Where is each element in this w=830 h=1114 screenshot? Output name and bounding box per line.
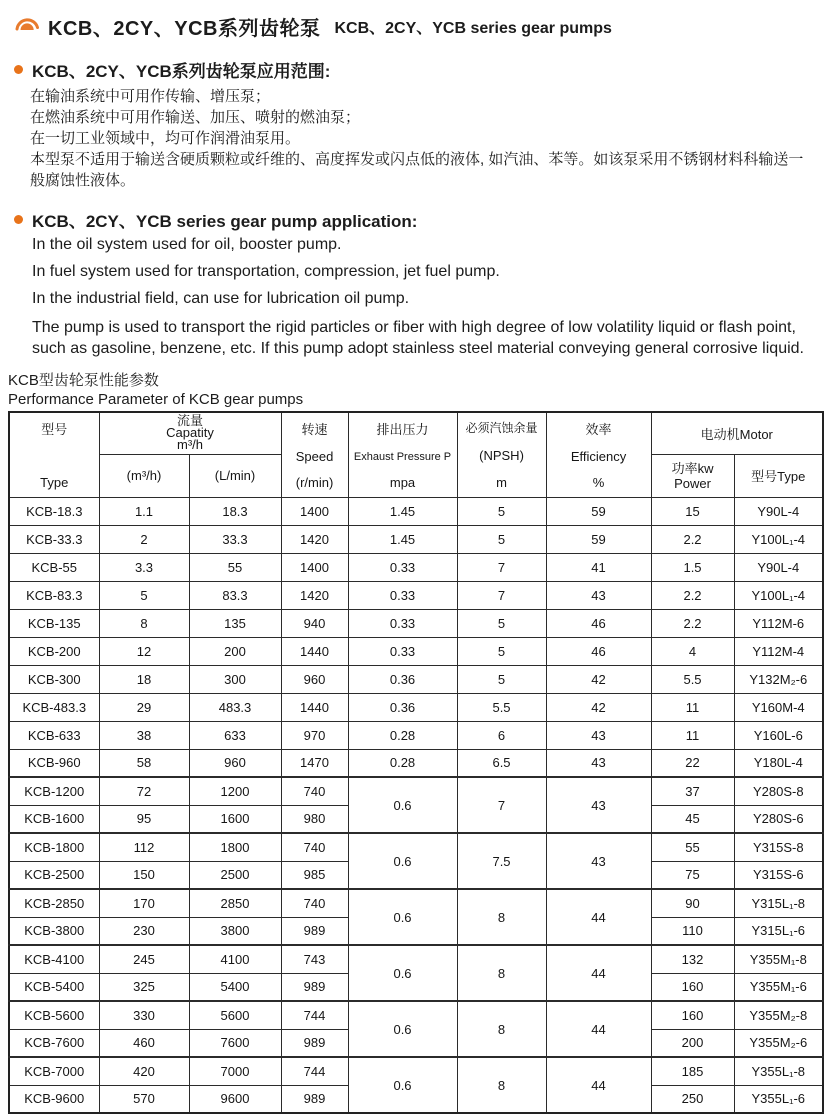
cell-pressure: 0.36 [348, 665, 457, 693]
cell-power: 1.5 [651, 553, 734, 581]
table-row [9, 581, 823, 609]
cell-capacity-m3h: 29 [99, 693, 189, 721]
cell-pressure: 0.6 [348, 945, 457, 1001]
cell-power: 15 [651, 497, 734, 525]
cell-npsh: 6.5 [457, 749, 546, 777]
cell-power: 200 [651, 1029, 734, 1057]
cell-pressure: 0.33 [348, 581, 457, 609]
page-title-en: KCB、2CY、YCB series gear pumps [334, 20, 612, 37]
cell-pressure: 0.33 [348, 553, 457, 581]
cell-efficiency: 44 [546, 945, 651, 1001]
table-row [9, 833, 823, 861]
cell-npsh: 7 [457, 553, 546, 581]
cell-motor-type: Y355M₂-8 [734, 1001, 823, 1029]
cell-pressure: 1.45 [348, 497, 457, 525]
cell-power: 132 [651, 945, 734, 973]
cell-model: KCB-7000 [9, 1057, 99, 1085]
cell-motor-type: Y112M-4 [734, 637, 823, 665]
en-line: In the oil system used for oil, booster pump. [32, 236, 342, 253]
cell-capacity-lmin: 18.3 [189, 497, 281, 525]
cell-motor-type: Y132M₂-6 [734, 665, 823, 693]
cell-efficiency: 42 [546, 693, 651, 721]
cell-capacity-m3h: 230 [99, 917, 189, 945]
cell-capacity-m3h: 112 [99, 833, 189, 861]
cell-pressure: 0.36 [348, 693, 457, 721]
cell-efficiency: 41 [546, 553, 651, 581]
cell-motor-type: Y315L₁-6 [734, 917, 823, 945]
table-row [9, 553, 823, 581]
cell-power: 11 [651, 693, 734, 721]
col-header-model-en: Type [40, 475, 69, 491]
col-header-speed-unit: (r/min) [295, 475, 334, 491]
cell-model: KCB-135 [9, 609, 99, 637]
table-row [9, 721, 823, 749]
cell-speed: 740 [281, 777, 348, 805]
cell-power: 185 [651, 1057, 734, 1085]
cell-capacity-lmin: 4100 [189, 945, 281, 973]
cell-power: 37 [651, 777, 734, 805]
cell-capacity-m3h: 570 [99, 1085, 189, 1113]
table-row [9, 693, 823, 721]
cell-capacity-lmin: 5400 [189, 973, 281, 1001]
cell-efficiency: 43 [546, 833, 651, 889]
cell-npsh: 7.5 [457, 833, 546, 889]
col-header-capacity-m3h-label: (m³/h) [126, 468, 162, 483]
cell-capacity-lmin: 83.3 [189, 581, 281, 609]
en-line: In fuel system used for transportation, compression, jet fuel pump. [32, 263, 500, 280]
cell-power: 55 [651, 833, 734, 861]
cell-motor-type: Y180L-4 [734, 749, 823, 777]
cell-pressure: 0.33 [348, 609, 457, 637]
cell-npsh: 5 [457, 609, 546, 637]
cell-pressure: 0.6 [348, 1057, 457, 1113]
cell-motor-type: Y355M₁-6 [734, 973, 823, 1001]
cell-power: 45 [651, 805, 734, 833]
cell-capacity-m3h: 330 [99, 1001, 189, 1029]
col-header-efficiency-unit: % [592, 475, 605, 491]
cell-npsh: 8 [457, 1057, 546, 1113]
cell-power: 90 [651, 889, 734, 917]
cell-model: KCB-33.3 [9, 525, 99, 553]
cell-npsh: 5 [457, 497, 546, 525]
table-row [9, 777, 823, 805]
cell-motor-type: Y160M-4 [734, 693, 823, 721]
cell-efficiency: 43 [546, 749, 651, 777]
cell-capacity-lmin: 1200 [189, 777, 281, 805]
col-header-power [651, 454, 734, 497]
cell-efficiency: 43 [546, 581, 651, 609]
cell-power: 2.2 [651, 581, 734, 609]
cell-speed: 989 [281, 1085, 348, 1113]
cell-capacity-m3h: 5 [99, 581, 189, 609]
cell-model: KCB-1200 [9, 777, 99, 805]
cell-speed: 1420 [281, 525, 348, 553]
cell-pressure: 0.6 [348, 777, 457, 833]
col-header-pressure [348, 412, 457, 497]
cell-speed: 744 [281, 1057, 348, 1085]
cell-model: KCB-3800 [9, 917, 99, 945]
cell-capacity-lmin: 5600 [189, 1001, 281, 1029]
cell-efficiency: 46 [546, 609, 651, 637]
cell-efficiency: 59 [546, 525, 651, 553]
cell-pressure: 0.6 [348, 833, 457, 889]
cell-npsh: 8 [457, 945, 546, 1001]
col-header-model [9, 412, 99, 497]
cell-capacity-lmin: 483.3 [189, 693, 281, 721]
col-header-npsh [457, 412, 546, 497]
cell-npsh: 5 [457, 637, 546, 665]
cell-power: 250 [651, 1085, 734, 1113]
cell-model: KCB-483.3 [9, 693, 99, 721]
cell-power: 110 [651, 917, 734, 945]
cell-capacity-m3h: 95 [99, 805, 189, 833]
application-text-cn [30, 86, 810, 191]
cell-capacity-lmin: 960 [189, 749, 281, 777]
cell-capacity-lmin: 3800 [189, 917, 281, 945]
bullet-icon [14, 215, 23, 224]
cn-line: 在一切工业领域中，均可作润滑油泵用。 [30, 130, 301, 147]
cell-efficiency: 44 [546, 1001, 651, 1057]
cell-capacity-lmin: 7600 [189, 1029, 281, 1057]
cell-npsh: 8 [457, 1001, 546, 1057]
page-header [14, 12, 822, 41]
cell-motor-type: Y315S-8 [734, 833, 823, 861]
cell-speed: 744 [281, 1001, 348, 1029]
col-header-capacity-lmin [189, 454, 281, 497]
cell-capacity-m3h: 18 [99, 665, 189, 693]
cell-motor-type: Y280S-6 [734, 805, 823, 833]
cell-speed: 1470 [281, 749, 348, 777]
cell-model: KCB-2500 [9, 861, 99, 889]
col-header-npsh-cn: 必须汽蚀余量 [465, 421, 538, 436]
cell-capacity-lmin: 33.3 [189, 525, 281, 553]
cell-speed: 989 [281, 917, 348, 945]
section-heading-cn-text: KCB、2CY、YCB系列齿轮泵应用范围: [32, 62, 331, 81]
cell-pressure: 0.28 [348, 749, 457, 777]
cell-power: 160 [651, 973, 734, 1001]
col-header-efficiency-en: Efficiency [570, 449, 627, 465]
cell-capacity-m3h: 38 [99, 721, 189, 749]
cell-motor-type: Y100L₁-4 [734, 525, 823, 553]
col-header-motor-type [734, 454, 823, 497]
cell-speed: 989 [281, 1029, 348, 1057]
cn-line: 本型泵不适用于输送含硬质颗粒或纤维的、高度挥发或闪点低的液体, 如汽油、苯等。如该泵采用不锈钢材料科输送一般腐蚀性液体。 [30, 151, 804, 189]
cell-efficiency: 44 [546, 1057, 651, 1113]
cell-pressure: 0.6 [348, 1001, 457, 1057]
cell-model: KCB-5600 [9, 1001, 99, 1029]
cell-speed: 1400 [281, 553, 348, 581]
cell-capacity-m3h: 245 [99, 945, 189, 973]
col-header-motor-type-label: 型号Type [751, 469, 806, 484]
table-caption-en: Performance Parameter of KCB gear pumps [8, 391, 304, 408]
col-header-pressure-unit: mpa [389, 475, 416, 491]
cell-model: KCB-2850 [9, 889, 99, 917]
en-line: In the industrial field, can use for lubrication oil pump. [32, 290, 410, 307]
cell-speed: 940 [281, 609, 348, 637]
cn-line: 在燃油系统中可用作输送、加压、喷射的燃油泵； [30, 109, 361, 126]
cell-model: KCB-5400 [9, 973, 99, 1001]
cell-motor-type: Y315S-6 [734, 861, 823, 889]
cell-speed: 740 [281, 889, 348, 917]
cell-npsh: 7 [457, 581, 546, 609]
table-row [9, 749, 823, 777]
cell-model: KCB-633 [9, 721, 99, 749]
cell-model: KCB-1600 [9, 805, 99, 833]
cell-model: KCB-55 [9, 553, 99, 581]
performance-table [8, 411, 824, 1114]
cell-model: KCB-18.3 [9, 497, 99, 525]
col-header-capacity-lmin-label: (L/min) [214, 468, 256, 483]
sunrise-logo-icon [14, 13, 40, 40]
cell-capacity-lmin: 135 [189, 609, 281, 637]
cell-capacity-lmin: 300 [189, 665, 281, 693]
cell-npsh: 8 [457, 889, 546, 945]
table-row [9, 609, 823, 637]
cell-npsh: 5 [457, 665, 546, 693]
cell-speed: 1420 [281, 581, 348, 609]
cell-npsh: 5 [457, 525, 546, 553]
cell-power: 22 [651, 749, 734, 777]
cell-pressure: 0.28 [348, 721, 457, 749]
page-title-cn: KCB、2CY、YCB系列齿轮泵 [48, 18, 321, 40]
cell-capacity-lmin: 7000 [189, 1057, 281, 1085]
cell-speed: 985 [281, 861, 348, 889]
cell-pressure: 0.33 [348, 637, 457, 665]
cell-speed: 980 [281, 805, 348, 833]
col-header-efficiency-cn: 效率 [585, 422, 612, 438]
cell-capacity-lmin: 2850 [189, 889, 281, 917]
col-header-motor [651, 412, 823, 454]
cell-model: KCB-83.3 [9, 581, 99, 609]
table-row [9, 637, 823, 665]
cell-power: 5.5 [651, 665, 734, 693]
cn-line: 在输油系统中可用作传输、增压泵； [30, 88, 271, 105]
col-header-speed [281, 412, 348, 497]
cell-capacity-lmin: 633 [189, 721, 281, 749]
en-paragraph: The pump is used to transport the rigid particles or fiber with high degree of low volatility liquid or flash point, such as gasoline, benzene, etc. If this pump adopt stainless steel material conveying general corrosive liquid. [32, 319, 804, 357]
col-header-capacity-unit: m³/h [177, 437, 203, 453]
cell-power: 160 [651, 1001, 734, 1029]
cell-speed: 743 [281, 945, 348, 973]
col-header-capacity-en: Capatity [166, 425, 214, 441]
table-row [9, 665, 823, 693]
cell-capacity-m3h: 460 [99, 1029, 189, 1057]
col-header-pressure-cn: 排出压力 [376, 422, 429, 438]
cell-speed: 1440 [281, 693, 348, 721]
cell-motor-type: Y100L₁-4 [734, 581, 823, 609]
table-row [9, 525, 823, 553]
performance-table-body [9, 497, 823, 1113]
cell-pressure: 0.6 [348, 889, 457, 945]
cell-model: KCB-200 [9, 637, 99, 665]
cell-motor-type: Y315L₁-8 [734, 889, 823, 917]
cell-capacity-m3h: 3.3 [99, 553, 189, 581]
cell-speed: 1400 [281, 497, 348, 525]
cell-efficiency: 59 [546, 497, 651, 525]
cell-model: KCB-4100 [9, 945, 99, 973]
cell-model: KCB-7600 [9, 1029, 99, 1057]
col-header-capacity-m3h [99, 454, 189, 497]
cell-power: 11 [651, 721, 734, 749]
cell-npsh: 5.5 [457, 693, 546, 721]
table-row [9, 497, 823, 525]
cell-efficiency: 43 [546, 721, 651, 749]
table-row [9, 1001, 823, 1029]
section-heading-en-text: KCB、2CY、YCB series gear pump application: [32, 212, 418, 231]
cell-capacity-lmin: 9600 [189, 1085, 281, 1113]
col-header-capacity-cn: 流量 [177, 413, 204, 429]
cell-capacity-m3h: 72 [99, 777, 189, 805]
cell-motor-type: Y160L-6 [734, 721, 823, 749]
cell-capacity-m3h: 8 [99, 609, 189, 637]
cell-capacity-m3h: 12 [99, 637, 189, 665]
cell-capacity-m3h: 420 [99, 1057, 189, 1085]
col-header-speed-en: Speed [295, 449, 334, 465]
cell-model: KCB-300 [9, 665, 99, 693]
col-header-pressure-en: Exhaust Pressure P [353, 450, 452, 463]
cell-model: KCB-9600 [9, 1085, 99, 1113]
col-header-npsh-en: (NPSH) [479, 448, 524, 464]
cell-capacity-m3h: 325 [99, 973, 189, 1001]
cell-capacity-lmin: 1800 [189, 833, 281, 861]
cell-efficiency: 44 [546, 889, 651, 945]
cell-speed: 740 [281, 833, 348, 861]
cell-efficiency: 43 [546, 777, 651, 833]
cell-capacity-m3h: 1.1 [99, 497, 189, 525]
cell-power: 4 [651, 637, 734, 665]
table-row [9, 889, 823, 917]
cell-capacity-m3h: 58 [99, 749, 189, 777]
bullet-icon [14, 65, 23, 74]
col-header-speed-cn: 转速 [301, 422, 328, 438]
table-caption-cn: KCB型齿轮泵性能参数 [8, 372, 159, 389]
cell-speed: 1440 [281, 637, 348, 665]
cell-capacity-m3h: 2 [99, 525, 189, 553]
section-heading-cn [14, 57, 822, 82]
cell-efficiency: 46 [546, 637, 651, 665]
col-header-model-cn: 型号 [41, 422, 68, 438]
cell-motor-type: Y90L-4 [734, 553, 823, 581]
cell-motor-type: Y355L₁-6 [734, 1085, 823, 1113]
section-heading-en [14, 207, 822, 232]
cell-motor-type: Y280S-8 [734, 777, 823, 805]
cell-model: KCB-960 [9, 749, 99, 777]
cell-power: 2.2 [651, 525, 734, 553]
table-row [9, 1057, 823, 1085]
cell-model: KCB-1800 [9, 833, 99, 861]
col-header-npsh-unit: m [496, 475, 507, 491]
cell-speed: 960 [281, 665, 348, 693]
cell-motor-type: Y355M₂-6 [734, 1029, 823, 1057]
cell-power: 2.2 [651, 609, 734, 637]
cell-capacity-lmin: 55 [189, 553, 281, 581]
cell-speed: 989 [281, 973, 348, 1001]
cell-efficiency: 42 [546, 665, 651, 693]
cell-npsh: 6 [457, 721, 546, 749]
cell-npsh: 7 [457, 777, 546, 833]
col-header-efficiency [546, 412, 651, 497]
table-row [9, 945, 823, 973]
cell-capacity-m3h: 170 [99, 889, 189, 917]
col-header-power-cn: 功率kw [671, 460, 714, 476]
cell-motor-type: Y355M₁-8 [734, 945, 823, 973]
cell-capacity-m3h: 150 [99, 861, 189, 889]
application-text-en [32, 236, 807, 359]
cell-power: 75 [651, 861, 734, 889]
col-header-power-en: Power [674, 475, 711, 491]
cell-pressure: 1.45 [348, 525, 457, 553]
cell-motor-type: Y112M-6 [734, 609, 823, 637]
cell-motor-type: Y355L₁-8 [734, 1057, 823, 1085]
cell-speed: 970 [281, 721, 348, 749]
cell-motor-type: Y90L-4 [734, 497, 823, 525]
col-header-capacity [99, 412, 281, 454]
table-captions [8, 371, 822, 409]
col-header-motor-label: 电动机Motor [700, 426, 773, 442]
cell-capacity-lmin: 1600 [189, 805, 281, 833]
cell-capacity-lmin: 200 [189, 637, 281, 665]
cell-capacity-lmin: 2500 [189, 861, 281, 889]
